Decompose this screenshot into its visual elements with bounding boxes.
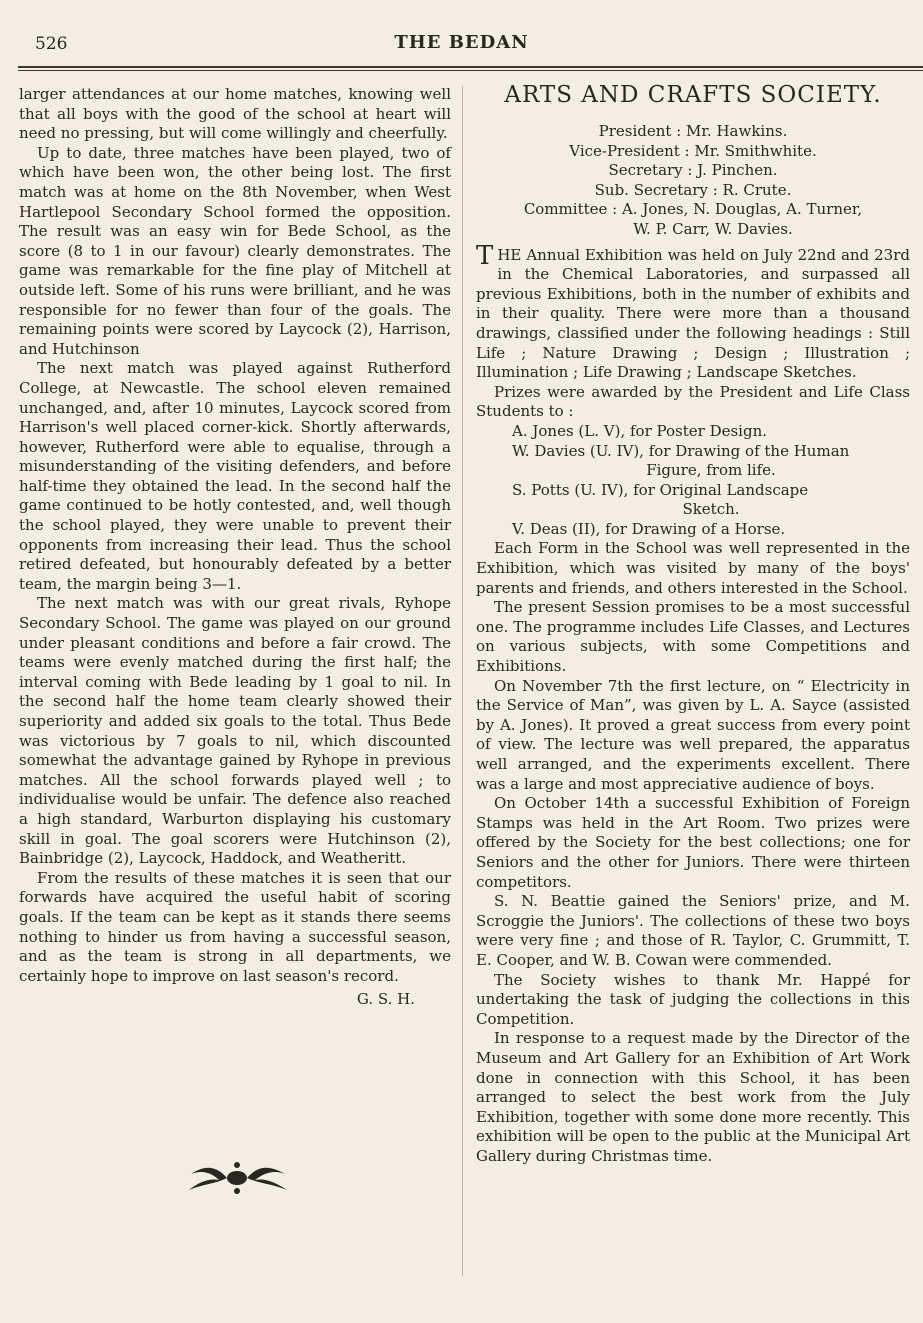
prize-cont: Figure, from life.: [646, 461, 776, 480]
left-paragraph: The next match was with our great rivals, Ryhope Secondary School. The game was played on our ground under pleasant conditions and before a fair crowd. The teams were evenly matched during the first half; the interval coming with Bede leading by 1 goal to nil. In the second half the home team clearly showed their superiority and added six goals to the total. Thus Bede was victorious by 7 goals to nil, which discounted somewhat the advantage gained by Ryhope in previous matches. All the school forwards played well ; to individualise would be unfair. The defence also reached a high standard, Warburton displaying his customary skill in goal. The goal scorers were Hutchinson (2), Bainbridge (2), Laycock, Haddock, and Weatheritt.: [19, 594, 451, 868]
page-number: 526: [35, 34, 68, 54]
right-paragraph: The Society wishes to thank Mr. Happé for undertaking the task of judging the collections in this Competition.: [476, 970, 910, 1028]
prize-item: [476, 442, 910, 481]
left-paragraph: From the results of these matches it is seen that our forwards have acquired the useful habit of scoring goals. If the team can be kept as it stands there seems nothing to hinder us from having a successful season, and as the team is strong in all departments, we certainly hope to improve on last season's record.: [19, 868, 451, 985]
officer-line: President : Mr. Hawkins.: [598, 122, 788, 140]
prize-main: V. Deas (II), for Drawing of a Horse.: [512, 519, 786, 538]
prize-main: W. Davies (U. IV), for Drawing of the Human: [512, 441, 850, 460]
intro-paragraph: [476, 240, 910, 383]
intro-text: HE Annual Exhibition was held on July 22nd and 23rd in the Chemical Laboratories, and surpassed all previous Exhibitions, both in the number of exhibits and in their quality. There were more than a thousand drawings, classified under the following headings : Still Life ; Nature Drawing ; Design ; Illustration ; Illumination ; Life Drawing ; Landscape Sketches.: [476, 245, 910, 382]
header-rule: [18, 66, 923, 71]
officer-line: Committee : A. Jones, N. Douglas, A. Turner,: [523, 200, 863, 219]
right-paragraph: S. N. Beattie gained the Seniors' prize, and M. Scroggie the Juniors'. The collections of these two boys were very fine ; and those of R. Taylor, C. Grummitt, T. E. Cooper, and W. B. Cowan were commended.: [476, 892, 910, 969]
decorative-scroll-ornament-icon: [185, 1160, 290, 1196]
prize-item: [476, 422, 910, 442]
officer-line: Secretary : J. Pinchen.: [608, 161, 778, 180]
left-paragraph: Up to date, three matches have been played, two of which have been won, the other being lost. The first match was at home on the 8th November, when West Hartlepool Secondary School formed the opposition. The result was an easy win for Bede School, as the score (8 to 1 in our favour) clearly demonstrates. The game was remarkable for the fine play of Mitchell at outside left. Some of his runs were brilliant, and he was responsible for no fewer than four of the goals. The remaining points were scored by Laycock (2), Harrison, and Hutchinson: [19, 143, 451, 358]
officer-line: Sub. Secretary : R. Crute.: [594, 180, 792, 199]
prizes-intro: Prizes were awarded by the President and Life Class Students to :: [476, 382, 910, 421]
left-paragraph: larger attendances at our home matches, knowing well that all boys with the good of the school at heart will need no pressing, but will come willingly and cheerfully.: [19, 85, 451, 143]
journal-title: THE BEDAN: [394, 32, 529, 53]
prize-main: A. Jones (L. V), for Poster Design.: [512, 421, 767, 440]
column-divider: [462, 86, 463, 1276]
right-paragraph: In response to a request made by the Director of the Museum and Art Gallery for an Exhibition of Art Work done in connection with this School, it has been arranged to select the best work from the July Exhibition, together with some done more recently. This exhibition will be open to the public at the Municipal Art Gallery during Christmas time.: [476, 1029, 910, 1165]
prize-main: S. Potts (U. IV), for Original Landscape: [512, 480, 809, 499]
left-column: [19, 85, 451, 1008]
right-paragraph: Each Form in the School was well represented in the Exhibition, which was visited by many of the boys' parents and friends, and others interested in the School.: [476, 539, 910, 597]
officer-line: W. P. Carr, W. Davies.: [633, 219, 793, 238]
officer-line: Vice-President : Mr. Smithwhite.: [569, 141, 817, 160]
signature: G. S. H.: [356, 990, 415, 1009]
prize-item: [476, 481, 910, 520]
prize-item: [476, 520, 910, 540]
prize-list: [476, 422, 910, 540]
right-paragraph: On October 14th a successful Exhibition of Foreign Stamps was held in the Art Room. Two prizes were offered by the Society for the best collections; one for Seniors and the other for Juniors. There were thirteen competitors.: [476, 794, 910, 891]
drop-cap: T: [476, 240, 494, 271]
right-column: [476, 82, 910, 1166]
right-paragraph: The present Session promises to be a most successful one. The programme includes Life Classes, and Lectures on various subjects, with some Competitions and Exhibitions.: [476, 598, 910, 676]
left-paragraph: The next match was played against Rutherford College, at Newcastle. The school eleven remained unchanged, and, after 10 minutes, Laycock scored from Harrison's well placed corner-kick. Shortly afterwards, however, Rutherford were able to equalise, through a misunderstanding of the visiting defenders, and before half-time they obtained the lead. In the second half the game continued to be hotly contested, and, well though the school played, they were unable to prevent their opponents from increasing their lead. Thus the school retired defeated, but honourably defeated by a better team, the margin being 3—1.: [19, 359, 451, 593]
page-header: [0, 30, 923, 62]
prize-cont: Sketch.: [682, 500, 740, 519]
section-heading: ARTS AND CRAFTS SOCIETY.: [504, 82, 882, 108]
officers-list: [476, 122, 910, 240]
right-paragraph: On November 7th the first lecture, on “ Electricity in the Service of Man”, was given by L. A. Sayce (assisted by A. Jones). It proved a great success from every point of view. The lecture was well prepared, the apparatus well arranged, and the experiments excellent. There was a large and most appreciative audience of boys.: [476, 676, 910, 793]
